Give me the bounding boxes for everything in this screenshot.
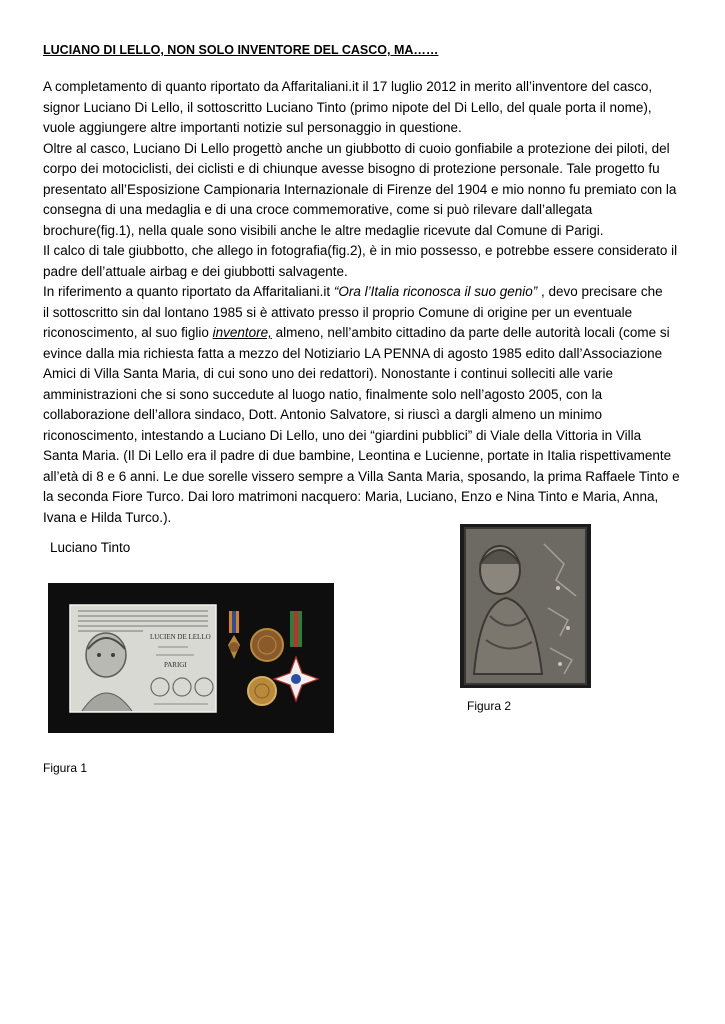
figure-1-illustration [48,583,334,733]
body-line [43,221,683,242]
body-text-run: il sottoscritto sin dal lontano 1985 si è attivato presso il proprio Comune di origine per un eventuale [43,304,633,320]
figure-2-illustration [460,524,591,688]
body-text-run: amministrazioni che si sono succedute al luogo natio, finalmente solo nell’agosto 2005, con la [43,386,603,402]
document-title: LUCIANO DI LELLO, NON SOLO INVENTORE DEL CASCO, MA…… [43,43,439,57]
body-text-run: riconoscimento, al suo figlio [43,325,213,340]
emphasized-word: inventore, [212,325,272,340]
body-text-run: Santa Maria. (Il Di Lello era il padre di due bambine, Leontina e Lucienne, portate in Italia rispettivamente [43,448,672,463]
body-line [43,98,683,119]
figure-2-caption: Figura 2 [467,699,512,713]
medal-gold [248,677,276,705]
body-line [43,200,683,221]
body-line [43,180,683,201]
body-text-run: riconoscimento, intestando a Luciano Di Lello, uno dei “giardini pubblici” di Viale della Vittoria in Villa [43,427,642,443]
plaque-name: LUCIEN DE LELLO [150,633,211,641]
body-text-run: almeno, nell’ambito cittadino da parte delle autorità locali (come si [271,325,670,340]
body-line [43,446,683,467]
figure-2-photo [460,524,591,688]
body-text-run: In riferimento a quanto riportato da Affaritaliani.it [43,284,334,299]
body-text-run: all’età di 8 e 6 anni. Le due sorelle vissero sempre a Villa Santa Maria, sposando, la prima Raffaele Tinto e [43,468,680,484]
body-line [43,344,683,365]
body-text-run: consegna di una medaglia e di una croce commemorative, come si può rilevare dall’allegata [43,202,593,217]
body-line [43,426,683,447]
body-text-run: Ivana e Hilda Turco.). [43,509,172,525]
body-text-run: brochure(fig.1), nella quale sono visibili anche le altre medaglie ricevute dal Comune di Parigi. [43,222,604,238]
body-line [43,241,683,262]
plaque-city: PARIGI [164,661,187,669]
body-text-run: A completamento di quanto riportato da Affaritaliani.it il 17 luglio 2012 in merito all’inventore del casco, [43,79,653,94]
body-text-run: collaborazione dell’allora sindaco, Dott. Antonio Salvatore, si riuscì a dargli almeno un minimo [43,407,603,422]
figure-1-caption: Figura 1 [43,761,88,775]
signature: Luciano Tinto [50,540,131,555]
body-line [43,405,683,426]
medal-bronze [251,629,283,661]
body-line [43,467,683,488]
body-line [43,487,683,508]
body-line [43,364,683,385]
portrait-sketch [86,633,126,677]
body-text-run: presentato all’Esposizione Campionaria Internazionale di Firenze del 1904 e mio nonno fu premiato con la [43,181,677,197]
body-line [43,323,683,344]
body-line [43,118,683,139]
body-text-run: vuole aggiungere altre importanti notizie sul personaggio in questione. [43,120,462,135]
body-line [43,77,683,98]
body-text-run: la seconda Fiore Turco. Dai loro matrimoni nacquero: Maria, Luciano, Enzo e Nina Tinto e Maria, Anna, [43,489,659,504]
body-text-run: Il calco di tale giubbotto, che allego in fotografia(fig.2), è in mio possesso, e potrebbe essere considerato il [43,243,678,258]
quoted-title: “Ora l’Italia riconosca il suo genio” [333,284,538,299]
body-text-run: corpo dei motociclisti, dei ciclisti e di chiunque avesse bisogno di protezione personale. Tale progetto fu [43,161,660,176]
body-line [43,262,683,283]
body-text-run: padre dell’attuale airbag e dei giubbotti salvagente. [43,263,348,279]
body-line [43,282,683,303]
body-line [43,385,683,406]
body-text-run: Oltre al casco, Luciano Di Lello progettò anche un giubbotto di cuoio gonfiabile a protezione dei piloti, del [43,140,670,156]
body-line [43,159,683,180]
document-body [43,77,683,528]
body-text-run: Amici di Villa Santa Maria, di cui sono uno dei redattori). Nonostante i continui solleciti alle varie [43,366,614,381]
body-text-run: evince dalla mia richiesta fatta a mezzo del Notiziario LA PENNA di agosto 1985 edito dall’Associazione [43,345,663,361]
body-text-run: signor Luciano Di Lello, il sottoscritto Luciano Tinto (primo nipote del Di Lello, del quale porta il nome), [43,99,652,115]
figure-1-photo [48,583,334,733]
body-line [43,303,683,324]
body-text-run: , devo precisare che [537,284,663,299]
body-line [43,139,683,160]
